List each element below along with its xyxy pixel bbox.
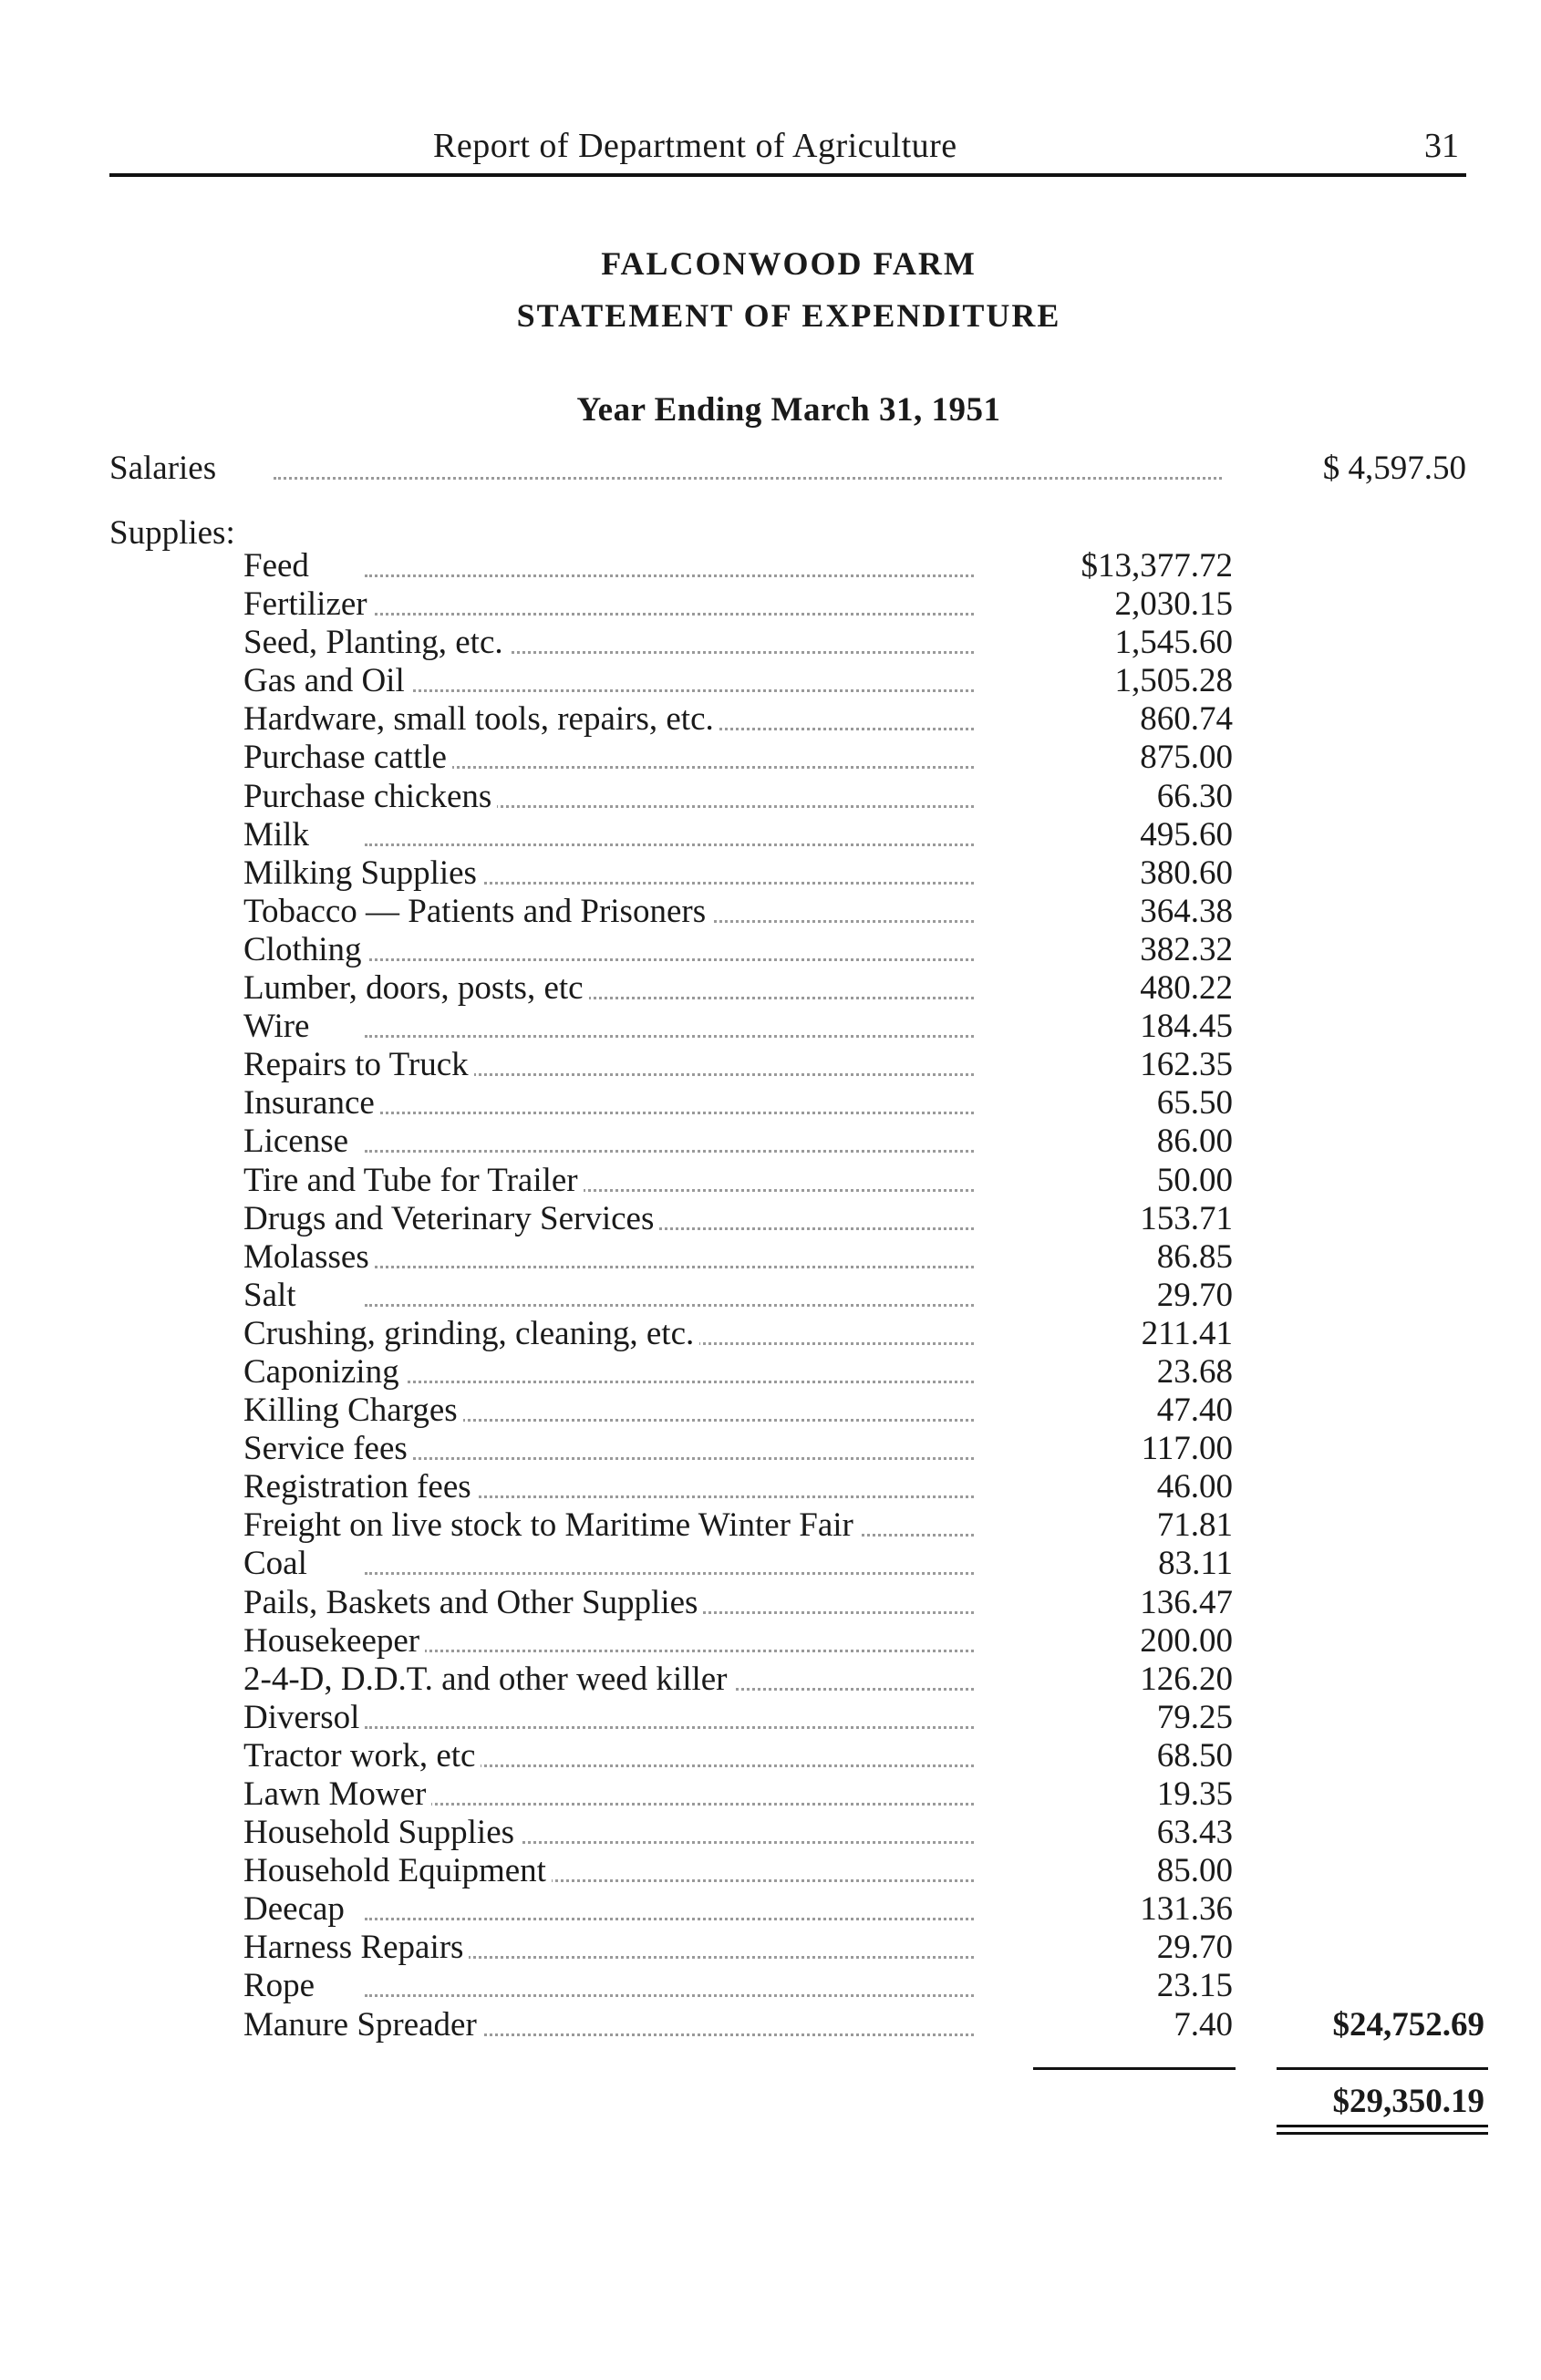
item-amount: 23.15 <box>1156 1967 1233 2005</box>
item-amount: $13,377.72 <box>1081 547 1233 585</box>
item-amount: 480.22 <box>1140 969 1233 1008</box>
item-label: Coal <box>243 1545 313 1583</box>
list-item <box>0 778 1541 816</box>
item-label: Pails, Baskets and Other Supplies <box>243 1584 703 1622</box>
list-item <box>0 1277 1541 1315</box>
item-label: Registration fees <box>243 1468 477 1506</box>
supplies-list <box>0 547 1541 2044</box>
double-underline-top <box>1277 2125 1488 2127</box>
dot-leader <box>365 1994 974 1997</box>
supplies-subtotal: $24,752.69 <box>1332 2006 1484 2044</box>
item-amount: 23.68 <box>1156 1352 1233 1391</box>
item-amount: 1,545.60 <box>1114 624 1233 662</box>
running-title: Report of Department of Agriculture <box>433 127 957 165</box>
list-item <box>0 1890 1541 1929</box>
item-amount: 83.11 <box>1158 1545 1233 1583</box>
list-item <box>0 1084 1541 1123</box>
item-label: Service fees <box>243 1430 413 1468</box>
item-label: Hardware, small tools, repairs, etc. <box>243 700 719 739</box>
item-label: Rope <box>243 1967 320 2005</box>
item-label: Molasses <box>243 1238 375 1277</box>
item-amount: 65.50 <box>1156 1084 1233 1123</box>
item-label: Caponizing <box>243 1353 405 1392</box>
list-item <box>0 1775 1541 1814</box>
dot-leader <box>365 613 974 616</box>
list-item <box>0 854 1541 893</box>
list-item <box>0 547 1541 585</box>
item-amount: 200.00 <box>1140 1621 1233 1660</box>
item-amount: 364.38 <box>1140 892 1233 930</box>
item-amount: 131.36 <box>1140 1890 1233 1929</box>
item-amount: 875.00 <box>1140 739 1233 777</box>
item-amount: 86.85 <box>1156 1237 1233 1276</box>
item-label: Lumber, doors, posts, etc <box>243 969 589 1008</box>
item-label: Milk <box>243 816 315 854</box>
item-amount: 50.00 <box>1156 1161 1233 1199</box>
item-amount: 19.35 <box>1156 1775 1233 1813</box>
dot-leader <box>365 1726 974 1729</box>
list-item <box>0 1929 1541 1967</box>
dot-leader <box>365 958 974 961</box>
list-item <box>0 739 1541 777</box>
item-amount: 162.35 <box>1140 1046 1233 1084</box>
list-item <box>0 1468 1541 1506</box>
item-label: License <box>243 1123 354 1161</box>
item-amount: 1,505.28 <box>1114 662 1233 700</box>
list-item <box>0 1353 1541 1392</box>
list-item <box>0 1162 1541 1200</box>
item-amount: 860.74 <box>1140 700 1233 739</box>
list-item <box>0 1661 1541 1699</box>
item-label: Purchase chickens <box>243 778 497 816</box>
statement-title: STATEMENT OF EXPENDITURE <box>516 297 1061 334</box>
list-item <box>0 585 1541 624</box>
dot-leader <box>365 1650 974 1652</box>
item-amount: 63.43 <box>1156 1814 1233 1852</box>
item-label: Tobacco — Patients and Prisoners <box>243 893 711 931</box>
dot-leader <box>365 766 974 769</box>
subtotal-rule <box>1033 2067 1236 2070</box>
list-item <box>0 1123 1541 1161</box>
item-label: Household Equipment <box>243 1852 552 1890</box>
supplies-heading: Supplies: <box>109 514 235 552</box>
list-item <box>0 2006 1541 2044</box>
dot-leader <box>365 1266 974 1268</box>
item-label: Gas and Oil <box>243 662 410 700</box>
list-item <box>0 662 1541 700</box>
dot-leader <box>365 1112 974 1114</box>
list-item <box>0 1046 1541 1084</box>
item-label: Purchase cattle <box>243 739 452 777</box>
total-rule <box>1277 2067 1488 2070</box>
dot-leader <box>365 1572 974 1575</box>
item-label: Diversol <box>243 1699 365 1737</box>
item-amount: 117.00 <box>1141 1430 1233 1468</box>
running-header <box>109 126 1468 171</box>
item-label: Repairs to Truck <box>243 1046 474 1084</box>
item-label: Fertilizer <box>243 585 373 624</box>
item-label: Manure Spreader <box>243 2006 482 2044</box>
item-label: Killing Charges <box>243 1392 463 1430</box>
list-item <box>0 624 1541 662</box>
dot-leader <box>365 1457 974 1460</box>
item-amount: 47.40 <box>1156 1392 1233 1430</box>
dot-leader <box>365 574 974 577</box>
list-item <box>0 1622 1541 1661</box>
list-item <box>0 931 1541 969</box>
list-item <box>0 1584 1541 1622</box>
list-item <box>0 816 1541 854</box>
item-label: Feed <box>243 547 315 585</box>
dot-leader <box>365 1150 974 1153</box>
list-item <box>0 1737 1541 1775</box>
farm-title: FALCONWOOD FARM <box>601 245 977 282</box>
item-amount: 2,030.15 <box>1114 585 1233 624</box>
item-amount: 136.47 <box>1140 1583 1233 1621</box>
item-label: Household Supplies <box>243 1814 520 1852</box>
item-amount: 46.00 <box>1156 1468 1233 1506</box>
item-label: Milking Supplies <box>243 854 482 893</box>
salaries-amount: $ 4,597.50 <box>1322 450 1466 487</box>
dot-leader <box>365 1918 974 1920</box>
dot-leader <box>365 1035 974 1038</box>
salaries-label: Salaries <box>109 450 222 488</box>
list-item <box>0 1008 1541 1046</box>
list-item <box>0 1967 1541 2005</box>
list-item <box>0 893 1541 931</box>
item-label: Drugs and Veterinary Services <box>243 1200 659 1238</box>
list-item <box>0 1699 1541 1737</box>
item-amount: 86.00 <box>1156 1123 1233 1161</box>
item-label: Crushing, grinding, cleaning, etc. <box>243 1315 699 1353</box>
period-title: Year Ending March 31, 1951 <box>576 391 1001 429</box>
salaries-row <box>0 450 1541 488</box>
item-amount: 85.00 <box>1156 1852 1233 1890</box>
list-item <box>0 1430 1541 1468</box>
list-item <box>0 1200 1541 1238</box>
item-amount: 29.70 <box>1156 1276 1233 1314</box>
item-label: Clothing <box>243 931 367 969</box>
item-label: Wire <box>243 1008 315 1046</box>
item-amount: 380.60 <box>1140 854 1233 892</box>
item-amount: 71.81 <box>1156 1506 1233 1545</box>
header-rule <box>109 173 1466 177</box>
dot-leader <box>365 1304 974 1307</box>
item-label: Insurance <box>243 1084 380 1123</box>
grand-total: $29,350.19 <box>1332 2083 1484 2120</box>
item-amount: 184.45 <box>1140 1008 1233 1046</box>
list-item <box>0 1506 1541 1545</box>
dot-leader <box>274 477 1222 480</box>
item-amount: 68.50 <box>1156 1736 1233 1775</box>
item-label: Housekeeper <box>243 1622 425 1661</box>
list-item <box>0 1545 1541 1583</box>
item-label: Tire and Tube for Trailer <box>243 1162 584 1200</box>
item-label: Lawn Mower <box>243 1775 431 1814</box>
item-amount: 79.25 <box>1156 1698 1233 1736</box>
list-item <box>0 1315 1541 1353</box>
item-label: Freight on live stock to Maritime Winter Fair <box>243 1506 859 1545</box>
list-item <box>0 700 1541 739</box>
item-label: Tractor work, etc <box>243 1737 481 1775</box>
page-number: 31 <box>1424 127 1459 165</box>
dot-leader <box>365 1381 974 1383</box>
item-amount: 382.32 <box>1140 930 1233 968</box>
list-item <box>0 1392 1541 1430</box>
list-item <box>0 1852 1541 1890</box>
list-item <box>0 1814 1541 1852</box>
list-item <box>0 1238 1541 1277</box>
item-label: Deecap <box>243 1890 350 1929</box>
item-label: 2-4-D, D.D.T. and other weed killer <box>243 1661 733 1699</box>
double-underline-bottom <box>1277 2132 1488 2135</box>
dot-leader <box>365 843 974 846</box>
dot-leader <box>365 1803 974 1806</box>
item-label: Harness Repairs <box>243 1929 469 1967</box>
list-item <box>0 969 1541 1008</box>
dot-leader <box>365 689 974 692</box>
item-amount: 7.40 <box>1174 2005 1233 2044</box>
item-amount: 495.60 <box>1140 815 1233 854</box>
item-amount: 153.71 <box>1140 1199 1233 1237</box>
item-amount: 29.70 <box>1156 1929 1233 1967</box>
item-amount: 211.41 <box>1141 1314 1233 1352</box>
item-amount: 66.30 <box>1156 777 1233 815</box>
item-amount: 126.20 <box>1140 1660 1233 1698</box>
item-label: Seed, Planting, etc. <box>243 624 509 662</box>
item-label: Salt <box>243 1277 302 1315</box>
